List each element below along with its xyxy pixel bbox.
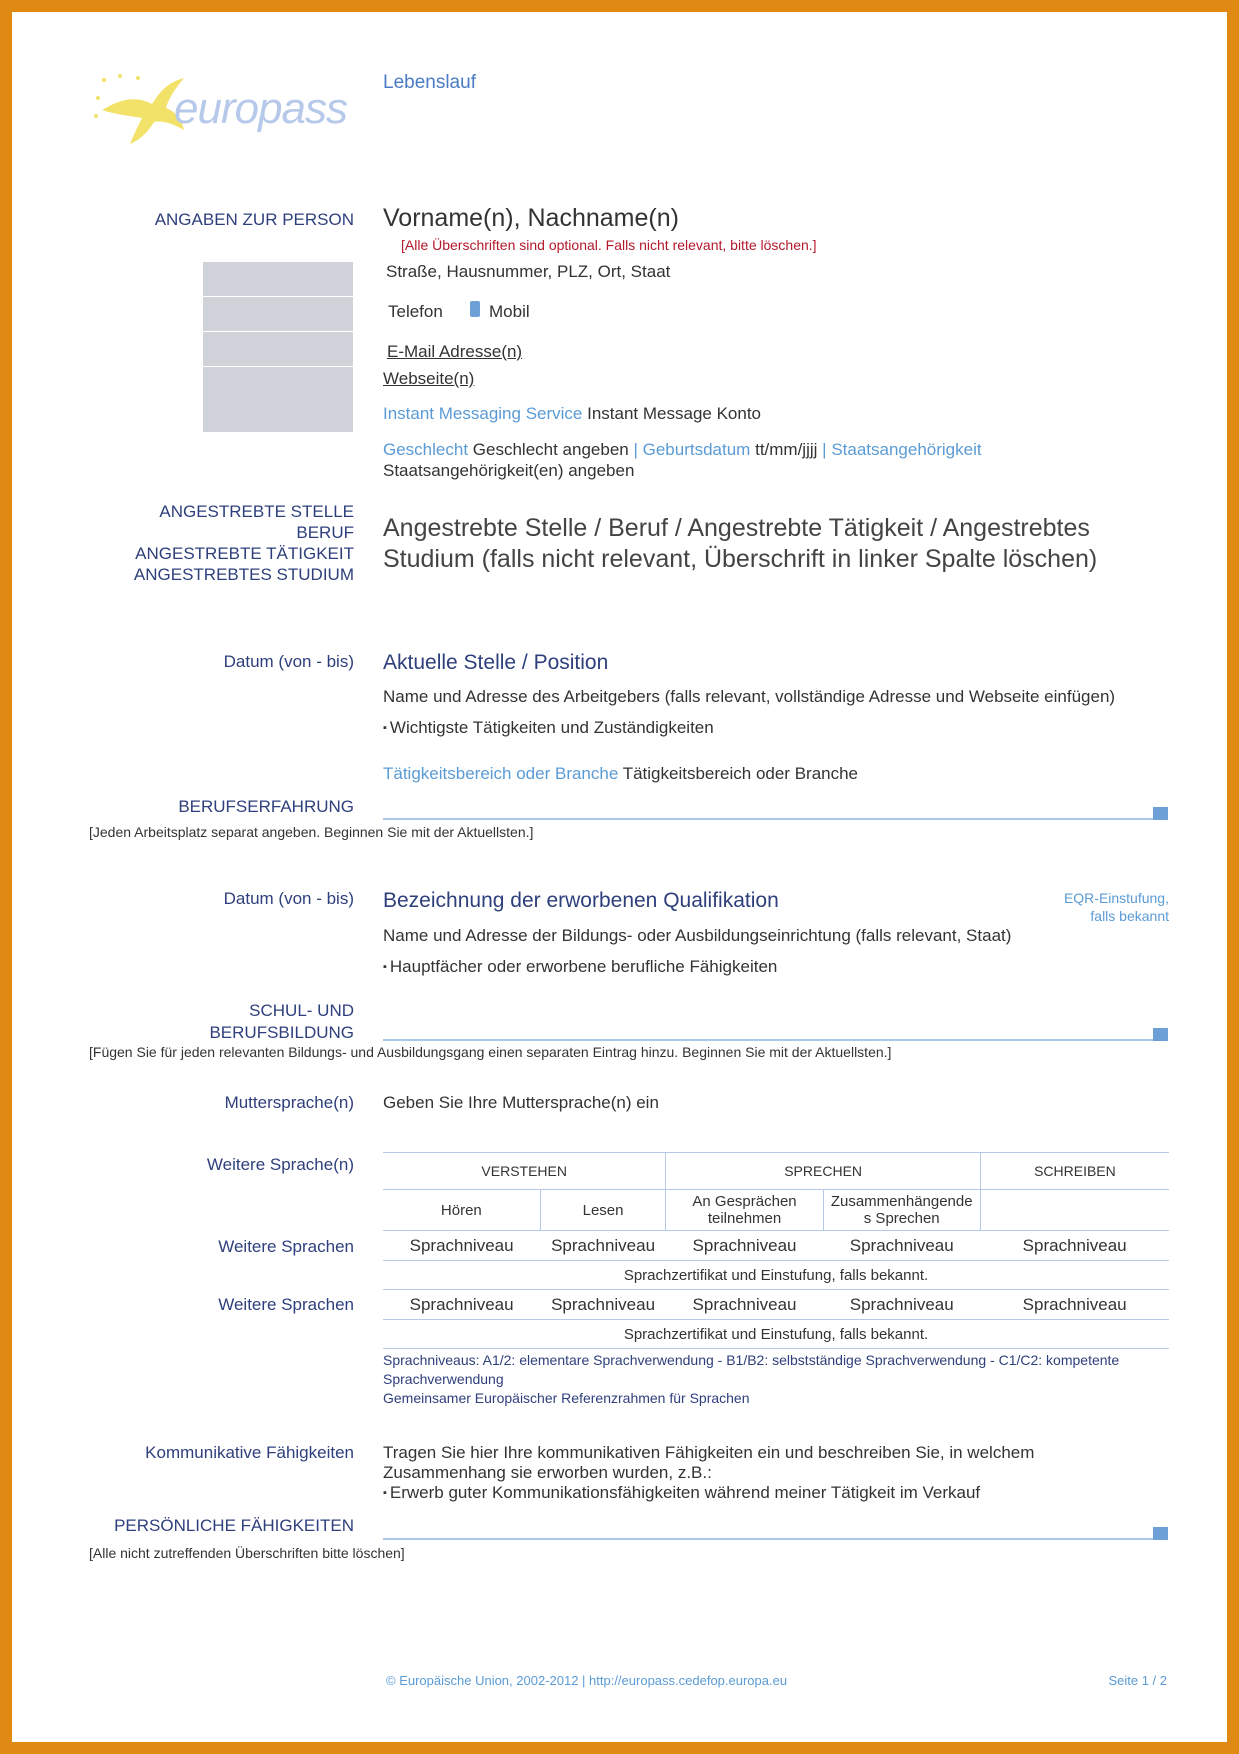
photo-placeholder[interactable] [203,262,353,432]
eqr-line-2: falls bekannt [1090,908,1169,924]
logo-text: europass [174,84,348,133]
section-divider [383,1039,1168,1041]
experience-title: Aktuelle Stelle / Position [383,651,609,674]
sub-reading: Lesen [540,1190,666,1231]
mother-tongue-value: Geben Sie Ihre Muttersprache(n) ein [383,1093,659,1112]
comm-line-2: Zusammenhang sie erworben wurden, z.B.: [383,1463,712,1482]
language-table [383,1152,1169,1349]
level-cell: Sprachniveau [540,1290,666,1320]
experience-date-label: Datum (von - bis) [223,652,354,671]
target-text [383,513,1097,575]
footer-copyright[interactable]: © Europäische Union, 2002-2012 | http://europass.cedefop.europa.eu [386,1673,788,1688]
nationality-label: Staatsangehörigkeit [831,440,982,459]
education-label-1: SCHUL- UND [249,1001,354,1020]
email-link[interactable]: E-Mail Adresse(n) [387,342,523,361]
education-hint: [Fügen Sie für jeden relevanten Bildungs- und Ausbildungsgang einen separaten Eintrag hinzu. Beginnen Sie mit der Aktuellsten.] [89,1044,892,1060]
cert-cell: Sprachzertifikat und Einstufung, falls bekannt. [383,1320,1169,1349]
mother-tongue-label: Muttersprache(n) [224,1093,354,1112]
language-level-row [383,1290,1169,1320]
level-cell: Sprachniveau [383,1290,540,1320]
section-label-personal: ANGABEN ZUR PERSON [154,210,354,229]
note-line-2: Sprachverwendung [383,1371,504,1387]
instant-messaging-row [383,404,761,424]
level-cell: Sprachniveau [540,1231,666,1261]
section-divider [383,1538,1168,1540]
education-label-2: BERUFSBILDUNG [209,1023,354,1042]
target-label-4: ANGESTREBTES STUDIUM [133,565,354,584]
section-divider-marker [1153,807,1168,820]
section-divider-marker [1153,1527,1168,1540]
person-name: Vorname(n), Nachname(n) [383,204,679,232]
cert-cell: Sprachzertifikat und Einstufung, falls bekannt. [383,1261,1169,1290]
cefr-link[interactable]: Gemeinsamer Europäischer Referenzrahmen für Sprachen [383,1390,750,1406]
document-title: Lebenslauf [383,72,476,93]
separator: | [633,440,638,459]
target-line-2: Studium (falls nicht relevant, Überschrift in linker Spalte löschen) [383,545,1098,573]
eqr-line-1: EQR-Einstufung, [1063,890,1169,906]
target-label-1: ANGESTREBTE STELLE [159,502,354,521]
nationality-value: Staatsangehörigkeit(en) angeben [383,461,635,480]
optional-headings-hint: [Alle Überschriften sind optional. Falls nicht relevant, bitte löschen.] [401,237,817,253]
language-level-row [383,1231,1169,1261]
sub-spoken-production [823,1190,980,1231]
sub-spoken-interaction-2: teilnehmen [707,1210,782,1227]
level-cell: Sprachniveau [666,1290,823,1320]
europass-logo [92,68,367,148]
language-row-label: Weitere Sprachen [218,1237,354,1256]
level-cell: Sprachniveau [383,1231,540,1261]
address: Straße, Hausnummer, PLZ, Ort, Staat [386,262,671,281]
communication-skills-text [383,1443,1034,1503]
language-row-label: Weitere Sprachen [218,1295,354,1314]
target-label-2: BERUF [296,523,354,542]
sub-spoken-production-2: s Sprechen [863,1210,940,1227]
education-bullet: ▪ Hauptfächer oder erworbene berufliche Fähigkeiten [383,957,777,977]
gender-label: Geschlecht [383,440,469,459]
phone: Telefon [388,302,443,321]
header-writing: SCHREIBEN [980,1153,1169,1190]
sub-writing [980,1190,1169,1231]
footer-page-number: Seite 1 / 2 [1108,1673,1167,1688]
communication-skills-label: Kommunikative Fähigkeiten [145,1443,354,1462]
experience-hint: [Jeden Arbeitsplatz separat angeben. Beginnen Sie mit der Aktuellsten.] [89,824,534,840]
section-label-education [209,1000,354,1044]
sector-value: Tätigkeitsbereich oder Branche [622,764,859,783]
sector-label: Tätigkeitsbereich oder Branche [383,764,619,783]
level-cell: Sprachniveau [823,1290,980,1320]
sector-row [383,764,858,784]
header-understanding: VERSTEHEN [383,1153,666,1190]
section-label-skills: PERSÖNLICHE FÄHIGKEITEN [114,1516,354,1535]
header-speaking: SPRECHEN [666,1153,980,1190]
level-cell: Sprachniveau [823,1231,980,1261]
target-label-3: ANGESTREBTE TÄTIGKEIT [135,544,354,563]
experience-bullet: ▪ Wichtigste Tätigkeiten und Zuständigkeiten [383,718,714,738]
birth-value: tt/mm/jjjj [755,440,818,459]
gender-value: Geschlecht angeben [472,440,629,459]
sub-listening: Hören [383,1190,540,1231]
language-cert-row [383,1320,1169,1349]
other-languages-label: Weitere Sprache(n) [206,1155,354,1174]
language-levels-note [383,1351,1173,1408]
section-divider [383,818,1168,820]
mobile: Mobil [489,302,530,321]
education-date-label: Datum (von - bis) [223,889,354,908]
sub-spoken-production-1: Zusammenhängende [830,1193,973,1210]
sub-spoken-interaction [666,1190,823,1231]
im-label: Instant Messaging Service [383,404,583,423]
level-cell: Sprachniveau [980,1231,1169,1261]
comm-line-1: Tragen Sie hier Ihre kommunikativen Fähigkeiten ein und beschreiben Sie, in welchem [383,1443,1035,1462]
section-label-target [134,501,354,585]
separator: | [822,440,827,459]
level-cell: Sprachniveau [666,1231,823,1261]
language-cert-row [383,1261,1169,1290]
personal-details-row [383,440,982,460]
section-label-experience: BERUFSERFAHRUNG [178,797,354,816]
comm-bullet: ▪ Erwerb guter Kommunikationsfähigkeiten während meiner Tätigkeit im Verkauf [383,1483,1034,1503]
eqr-level [1064,889,1169,925]
skills-hint: [Alle nicht zutreffenden Überschriften bitte löschen] [89,1545,405,1561]
target-line-1: Angestrebte Stelle / Beruf / Angestrebte Tätigkeit / Angestrebtes [383,514,1090,542]
education-institution: Name und Adresse der Bildungs- oder Ausbildungseinrichtung (falls relevant, Staat) [383,926,1012,945]
level-cell: Sprachniveau [980,1290,1169,1320]
education-title: Bezeichnung der erworbenen Qualifikation [383,889,779,912]
sub-spoken-interaction-1: An Gesprächen [692,1193,797,1210]
im-value: Instant Message Konto [587,404,762,423]
birth-label: Geburtsdatum [642,440,751,459]
mobile-phone-icon [470,301,480,317]
website-link[interactable]: Webseite(n) [383,369,475,388]
note-line-1: Sprachniveaus: A1/2: elementare Sprachverwendung - B1/B2: selbstständige Sprachverwendung - C1/C2: kompetente [383,1352,1120,1368]
section-divider-marker [1153,1028,1168,1041]
experience-employer: Name und Adresse des Arbeitgebers (falls relevant, vollständige Adresse und Webseite einfügen) [383,687,1116,706]
